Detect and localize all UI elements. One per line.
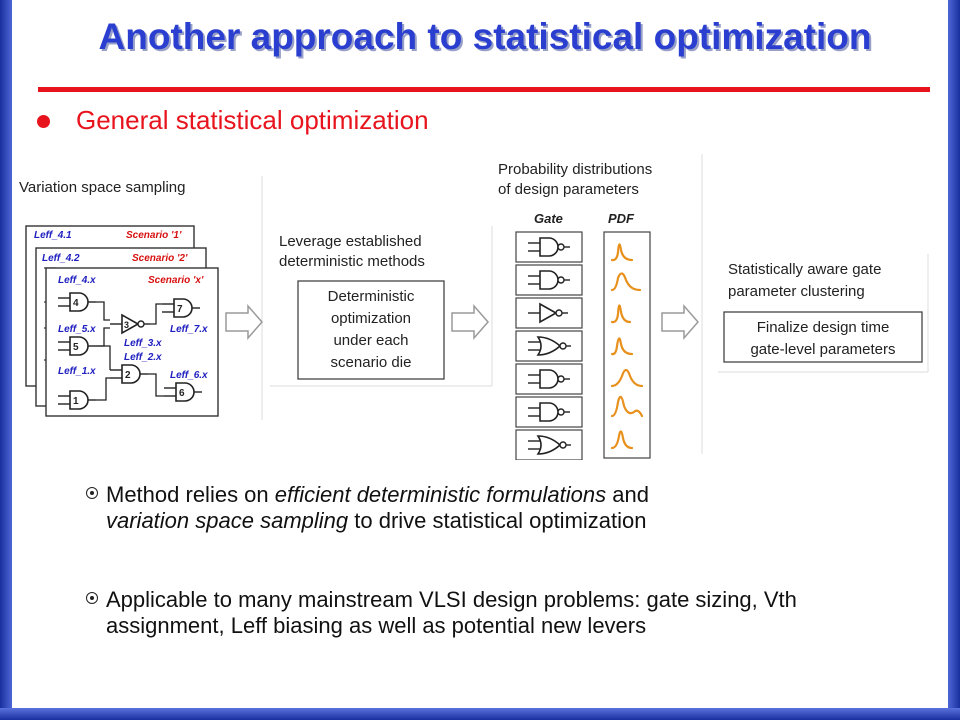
- card1-leff: Leff_4.1: [34, 230, 72, 241]
- sub2-text: Applicable to many mainstream VLSI design problems: gate sizing, Vth assignment, Leff biasing as well as potential new levers: [106, 587, 797, 638]
- card1-scenario: Scenario '1': [126, 230, 182, 241]
- bullet-dot-icon: [37, 115, 50, 128]
- sub-bullet-applicable: [106, 587, 906, 639]
- sub1-emphasis-2: variation space sampling: [106, 508, 349, 533]
- gate-number-1: 1: [73, 396, 79, 407]
- gate-number-6: 6: [179, 388, 185, 399]
- panel4-title-line2: parameter clustering: [728, 283, 865, 300]
- finalize-line1: Finalize design time: [756, 319, 890, 336]
- panel2-title-line2: deterministic methods: [279, 253, 425, 270]
- sub1-mid: and: [606, 482, 649, 507]
- panel3-title-line2: of design parameters: [498, 181, 639, 198]
- deterministic-line2: optimization: [330, 310, 412, 327]
- leff-label-6x: Leff_6.x: [170, 370, 208, 381]
- finalize-line2: gate-level parameters: [750, 341, 896, 358]
- gate-number-4: 4: [73, 298, 79, 309]
- scenario-card-x: [46, 268, 218, 416]
- gate-number-5: 5: [73, 342, 79, 353]
- panel-statistical-clustering: [718, 254, 928, 372]
- sub1-emphasis-1: efficient deterministic formulations: [274, 482, 607, 507]
- panel-deterministic-methods: [270, 226, 492, 386]
- flow-diagram: [0, 150, 960, 460]
- deterministic-line4: scenario die: [330, 354, 412, 371]
- pdf-column-box: [604, 232, 650, 458]
- card3-leff: Leff_4.x: [58, 275, 96, 286]
- circle-bullet-icon: [86, 592, 98, 604]
- gate-number-3: 3: [124, 320, 130, 330]
- sub-bullet-method: [106, 482, 906, 534]
- card3-scenario: Scenario 'x': [148, 275, 204, 286]
- card2-scenario: Scenario '2': [132, 253, 188, 264]
- title-underline: [38, 87, 930, 92]
- leff-label-3x: Leff_3.x: [124, 338, 162, 349]
- circle-bullet-icon: [86, 487, 98, 499]
- leff-label-1x: Leff_1.x: [58, 366, 96, 377]
- panel2-title-line1: Leverage established: [279, 233, 422, 250]
- column-header-pdf: PDF: [608, 211, 634, 226]
- leff-label-2x: Leff_2.x: [124, 352, 162, 363]
- column-header-gate: Gate: [534, 211, 563, 226]
- deterministic-line3: under each: [333, 332, 409, 349]
- panel1-title: Variation space sampling: [19, 179, 186, 196]
- panel-variation-sampling: [12, 176, 262, 424]
- leff-label-5x: Leff_5.x: [58, 324, 96, 335]
- sub1-prefix: Method relies on: [106, 482, 275, 507]
- sub1-suffix: to drive statistical optimization: [348, 508, 647, 533]
- slide-title: Another approach to statistical optimization: [98, 16, 872, 57]
- leff-label-7x: Leff_7.x: [170, 324, 208, 335]
- panel-probability-distributions: [494, 154, 702, 460]
- main-bullet: General statistical optimization: [76, 105, 429, 135]
- gate-number-2: 2: [125, 370, 131, 381]
- gate-number-7: 7: [177, 304, 183, 315]
- deterministic-line1: Deterministic: [327, 288, 415, 305]
- panel3-title-line1: Probability distributions: [498, 161, 653, 178]
- panel4-title-line1: Statistically aware gate: [728, 261, 882, 278]
- slide-frame-bottom: [0, 708, 960, 720]
- card2-leff: Leff_4.2: [42, 253, 80, 264]
